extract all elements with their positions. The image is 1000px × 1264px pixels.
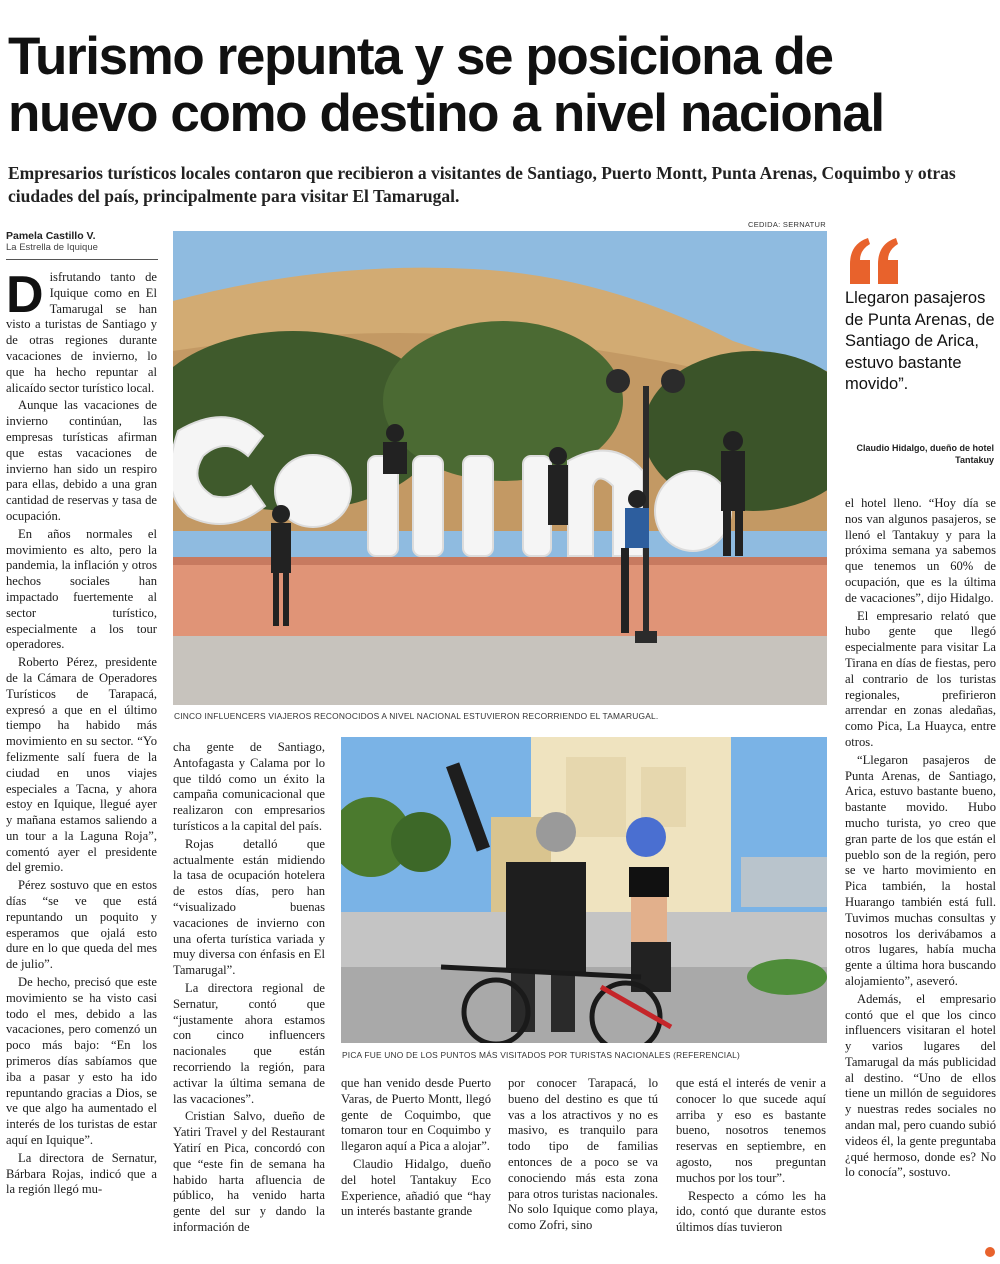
paragraph: Rojas detalló que actualmente están midiendo la tasa de ocupación hotelera de estos días, pero han “visualizado buenas vacaciones de invierno con una oferta turística variada y muy diversa con énfasis en El Tamarugal”. [173,836,325,978]
photo-pica-cyclists [341,737,827,1043]
article-column-1 [6,270,157,1248]
paragraph: La directora regional de Sernatur, contó que “justamente ahora estamos con cinco influencers nacionales que están recorriendo la región, para activar la última semana de las vacaciones”. [173,980,325,1106]
sign-text: Camiña [178,481,182,482]
camina-sign-illustration [173,231,827,705]
article-column-2 [173,740,325,1248]
photo1-caption: CINCO INFLUENCERS VIAJEROS RECONOCIDOS A NIVEL NACIONAL ESTUVIERON RECORRIENDO EL TAMARUGAL. [174,711,659,721]
pull-quote-attribution: Claudio Hidalgo, dueño de hotel Tantakuy [856,443,994,465]
paragraph: por conocer Tarapacá, lo bueno del destino es que tú vas a los atractivos y no es masivo, es tranquilo para todo tipo de familias entonces de a poco se va conociendo más esta zona para otros turistas nacionales. No solo Iquique como playa, como Zofri, sino [508,1076,658,1233]
paragraph: Roberto Pérez, presidente de la Cámara de Operadores Turísticos de Tarapacá, expresó a que en el último tiempo ha habido más movimiento en su sector. “Yo felizmente salí fuera de la ciudad en unos viajes especiales a Tacna, y ahora estoy en Iquique, llegué ayer y mañana estamos saliendo a un tour a la Laguna Roja”, comentó ayer el presidente del gremio. [6,655,157,875]
byline-outlet: La Estrella de Iquique [6,242,98,253]
paragraph: Además, el empresario contó que el que los cinco influencers visitaran el hotel y varios lugares del Tamarugal da más publicidad al destino. “Uno de ellos tiene un millón de seguidores y nuestras redes sociales no andan mal, pero cuando subió videos él, la gente preguntaba ¿qué hermoso, donde es? No lo conocía”, sostuvo. [845,991,996,1180]
article-column-5 [676,1076,826,1248]
paragraph: Aunque las vacaciones de invierno continúan, las empresas turísticas afirman que estas vacaciones de invierno han sido un respiro para ellas, debido a una gran cantidad de reservas y tasa de ocupación. [6,398,157,523]
photo-credit: CEDIDA: SERNATUR [747,220,826,229]
paragraph: “Llegaron pasajeros de Punta Arenas, de Santiago, Arica, estuvo bastante bueno, bastante movido. Hubo mucho turista, yo creo que gran parte de los que están el pueblo son de la región, pero se ve harto movimiento en Pica también, la hostal Huarango también está full. Tuvimos muchas consultas y nosotros los derivábamos a otros lugares, había mucha gente a última hora buscando alojamiento”, aseveró. [845,752,996,988]
end-of-article-icon [985,1247,995,1257]
article-column-3 [341,1076,491,1248]
deck: Empresarios turísticos locales contaron que recibieron a visitantes de Santiago, Puerto Montt, Punta Arenas, Coquimbo y otras ciudades del país, principalmente para visitar El Tamarugal. [8,163,956,206]
article-column-6 [845,496,996,1248]
byline-author: Pamela Castillo V. [6,230,96,242]
paragraph: el hotel lleno. “Hoy día se nos van algunos pasajeros, se llenó el Tantakuy y para la próxima semana ya sabemos que tenemos un 60% de ocupación, que es la última de vacaciones”, dijo Hidalgo. [845,496,996,605]
drop-cap: D [6,270,44,324]
paragraph: Claudio Hidalgo, dueño del hotel Tantakuy Eco Experience, añadió que “hay un interés bastante grande [341,1156,491,1219]
paragraph: que está el interés de venir a conocer lo que sucede aquí arriba y eso es bastante bueno, nosotros tenemos reservas en septiembre, en agosto, nos preguntan muchos por los tour”. [676,1076,826,1185]
byline-rule [6,259,158,260]
paragraph: Pérez sostuvo que en estos días “se ve que está repuntando un poquito y esperamos que ojalá esto dure en lo que queda del mes de julio”. [6,878,157,972]
headline: Turismo repunta y se posiciona de nuevo como destino a nivel nacional [8,27,884,143]
paragraph: La directora de Sernatur, Bárbara Rojas, indicó que a la región llegó mu- [6,1150,157,1197]
article-column-4 [508,1076,658,1248]
paragraph: El empresario relató que hubo gente que llegó especialmente para visitar La Tirana en días de fiestas, pero al contrario de los turistas regionales, prefirieron arrendar en zonas aledañas, como Pica, La Huayca, entre otros. [845,608,996,749]
photo-camina-sign [173,231,827,705]
pica-cyclists-illustration [341,737,827,1043]
pull-quote: Llegaron pasajeros de Punta Arenas, de Santiago de Arica, estuvo bastante movido”. [845,289,995,393]
paragraph: Respecto a cómo les ha ido, contó que durante estos últimos días tuvieron [676,1188,826,1235]
paragraph: En años normales el movimiento es alto, pero la pandemia, la inflación y otros hechos sociales han impactado fuertemente al sector turístico, especialmente a los tour operadores. [6,526,157,652]
paragraph: De hecho, precisó que este movimiento se ha visto casi todo el mes, debido a las vacaciones, pero comenzó un poco más bajo: “En los primeros días sabíamos que iba a pasar y esto ha ido repuntando gracias a Dios, se ve que algo ha aumentado el interés de los turistas de estar aquí en Iquique”. [6,975,157,1148]
quote-mark-icon [846,236,906,288]
paragraph: cha gente de Santiago, Antofagasta y Calama por lo que tildó como un éxito la campaña comunicacional que realizaron con empresarios turísticos a la capital del país. [173,740,325,833]
paragraph: que han venido desde Puerto Varas, de Puerto Montt, llegó gente de Coquimbo, que tomaron tour en Coquimbo y llegaron aquí a Pica a alojar”. [341,1076,491,1154]
paragraph: Cristian Salvo, dueño de Yatiri Travel y del Restaurant Yatirí en Pica, concordó con que “este fin de semana ha habido harta afluencia de público, ha venido harta gente del sur y dando la información de [173,1109,325,1234]
photo2-caption: PICA FUE UNO DE LOS PUNTOS MÁS VISITADOS POR TURISTAS NACIONALES (REFERENCIAL) [342,1050,740,1060]
paragraph: isfrutando tanto de Iquique como en El Tamarugal se han visto a turistas de Santiago y de otras regiones durante vacaciones de invierno, lo que ha hecho repuntar al alicaído sector turístico local. [6,270,157,395]
